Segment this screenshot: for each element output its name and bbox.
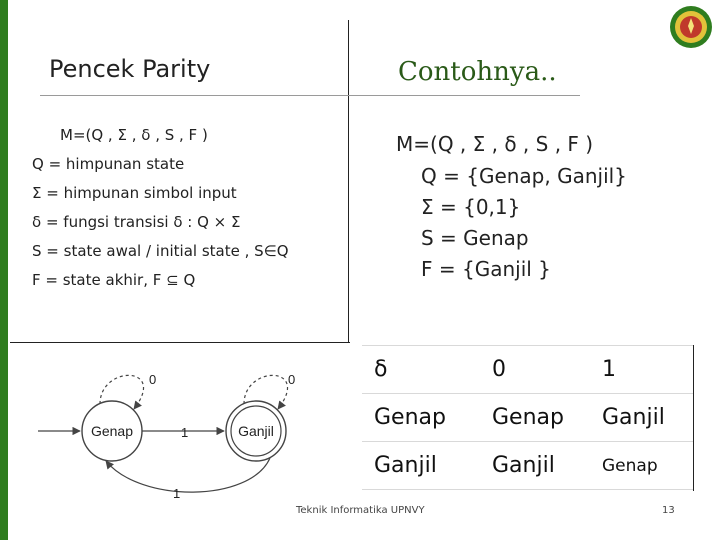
table-cell: Ganjil <box>362 442 480 490</box>
definition-tuple: M=(Q , Σ , δ , S , F ) <box>60 126 208 144</box>
university-logo <box>668 4 714 50</box>
definition-f: F = state akhir, F ⊆ Q <box>32 271 196 289</box>
table-cell: Genap <box>480 394 590 442</box>
definition-q: Q = himpunan state <box>32 155 185 173</box>
state-genap-label: Genap <box>90 423 134 439</box>
edge-back-label: 1 <box>173 486 181 501</box>
lower-divider <box>10 342 350 343</box>
example-s: S = Genap <box>421 226 529 250</box>
example-f: F = {Ganjil } <box>421 257 551 281</box>
slide-title: Pencek Parity <box>49 55 211 83</box>
edge-ganjil-to-genap <box>106 458 270 492</box>
table-cell: Genap <box>590 442 694 490</box>
left-accent-bar <box>0 0 8 540</box>
table-right-border <box>693 345 694 491</box>
footer-text: Teknik Informatika UPNVY <box>296 505 425 516</box>
example-q: Q = {Genap, Ganjil} <box>421 164 627 188</box>
horizontal-divider <box>40 95 580 96</box>
state-ganjil-label: Ganjil <box>238 423 274 439</box>
table-row <box>362 442 694 490</box>
vertical-divider <box>348 20 349 342</box>
page-number: 13 <box>662 505 675 516</box>
edge-forward-label: 1 <box>181 425 189 440</box>
example-sigma: Σ = {0,1} <box>421 195 521 219</box>
state-diagram <box>30 345 350 510</box>
transition-table <box>362 345 694 490</box>
example-tuple: M=(Q , Σ , δ , S , F ) <box>396 132 594 156</box>
table-cell: Genap <box>362 394 480 442</box>
loop-genap-label: 0 <box>149 372 157 387</box>
table-cell: Ganjil <box>480 442 590 490</box>
table-header-cell: 0 <box>480 346 590 394</box>
definition-s: S = state awal / initial state , S∈Q <box>32 242 289 260</box>
table-header-cell: 1 <box>590 346 694 394</box>
table-header-cell: δ <box>362 346 480 394</box>
table-row <box>362 394 694 442</box>
definition-delta: δ = fungsi transisi δ : Q × Σ <box>32 213 241 231</box>
table-header-row <box>362 346 694 394</box>
definition-sigma: Σ = himpunan simbol input <box>32 184 237 202</box>
table-cell: Ganjil <box>590 394 694 442</box>
example-heading: Contohnya.. <box>398 57 557 87</box>
loop-ganjil-label: 0 <box>288 372 296 387</box>
